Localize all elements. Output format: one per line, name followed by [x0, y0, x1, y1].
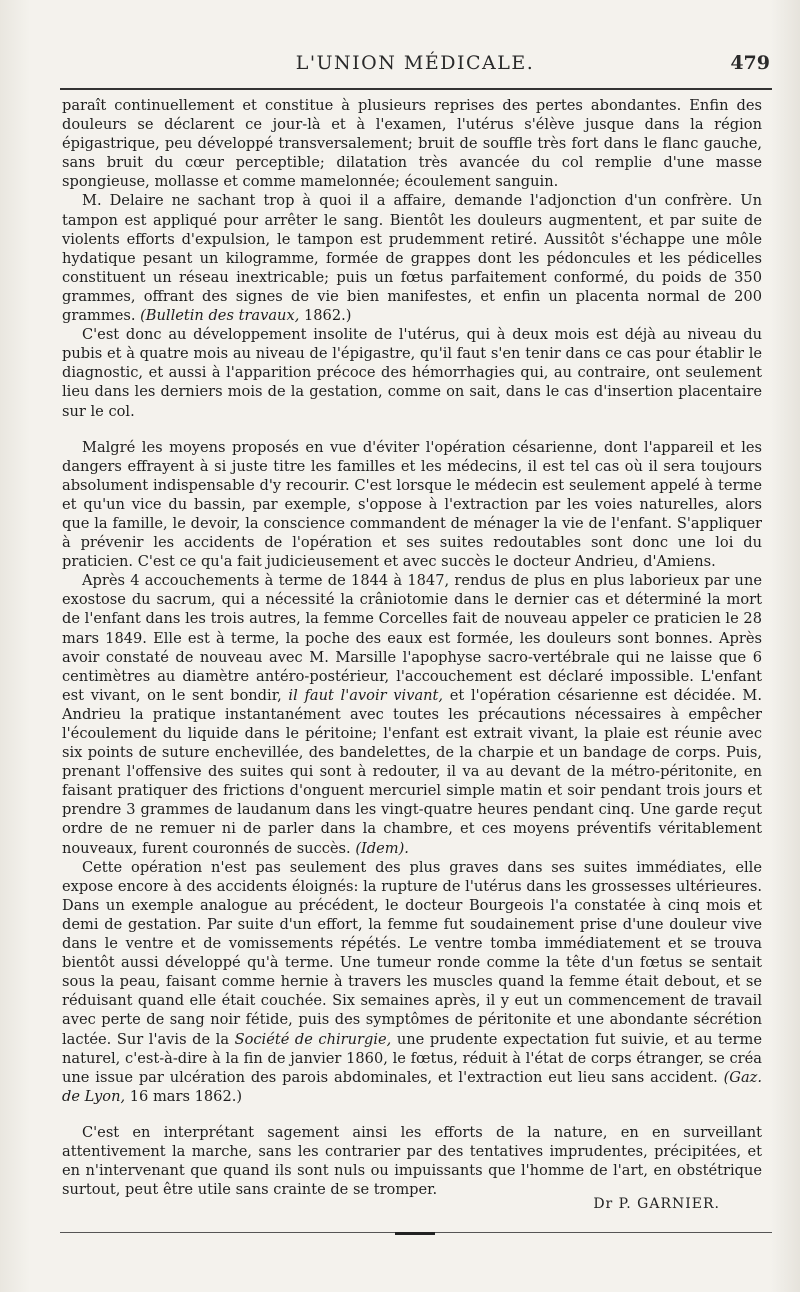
- paragraph-6-text-b: une prudente expectation fut suivie, et au terme naturel, c'est-à-dire à la fin de janvier 1860, le fœtus, réduit à l'état de corps étranger, se créa une issue par ulcération des parois abdominales, et l'extraction eut lieu sans accident.: [62, 1030, 763, 1086]
- paragraph-5-citation: (Idem).: [350, 839, 409, 857]
- paragraph-6-society: Société de chirurgie,: [229, 1030, 392, 1048]
- paragraph-4: Malgré les moyens proposés en vue d'éviter l'opération césarienne, dont l'appareil et les dangers effrayent à si juste titre les familles et les médecins, il est tel cas où il sera toujours absolument indispensable d'y recourir. C'est lorsque le médecin est seulement appelé à terme et qu'un vice du bassin, par exemple, s'oppose à l'extraction par les voies naturelles, alors que la famille, le devoir, la conscience commandent de ménager la vie de l'enfant. S'appliquer à prévenir les accidents de l'opération et ses suites redoutables sont donc une loi du praticien. C'est ce qu'a fait judicieusement et avec succès le docteur Andrieu, d'Amiens.: [62, 438, 762, 571]
- paragraph-2-text: M. Delaire ne sachant trop à quoi il a affaire, demande l'adjonction d'un confrère. Un tampon est appliqué pour arrêter le sang. Bientôt les douleurs augmentent, et par suite de violents efforts d'expulsion, le tampon est prudemment retiré. Aussitôt s'échappe une môle hydatique pesant un kilogramme, formée de grappes dont les pédoncules et les pédicelles constituent un réseau inextricable; puis un fœtus parfaitement conformé, du poids de 350 grammes, offrant des signes de vie bien manifestes, et enfin un placenta normal de 200 grammes.: [62, 192, 762, 325]
- paragraph-3: C'est donc au développement insolite de l'utérus, qui à deux mois est déjà au niveau du pubis et à quatre mois au niveau de l'épigastre, qu'il faut s'en tenir dans ce cas pour établir le diagnostic, et aussi à l'apparition précoce des hémorrhagies qui, au contraire, ont seulement lieu dans les derniers mois de la gestation, comme on sait, dans le cas d'insertion placentaire sur le col.: [62, 326, 762, 420]
- author-signature: Dr P. GARNIER.: [593, 1196, 720, 1212]
- paragraph-7: C'est en interprétant sagement ainsi les efforts de la nature, en en surveillant attentivement la marche, sans les contrarier par des tentatives imprudentes, précipitées, et en n'intervenant que quand ils sont nuls ou impuissants que l'homme de l'art, en obstétrique surtout, peut être utile sans crainte de se tromper.: [62, 1123, 762, 1199]
- footer-mark: [395, 1232, 435, 1235]
- paragraph-6-date: 16 mars 1862.): [125, 1087, 243, 1105]
- header-rule: [60, 88, 772, 90]
- paragraph-1: paraît continuellement et constitue à plusieurs reprises des pertes abondantes. Enfin des douleurs se déclarent ce jour-là et à l'examen, l'utérus s'élève jusque dans la région épigastrique, peu développé transversalement; bruit de souffle très fort dans le flanc gauche, sans bruit du cœur perceptible; dilatation très avancée du col remplie d'une masse spongieuse, mollasse et comme mamelonnée; écoulement sanguin.: [62, 97, 762, 191]
- page-number: 479: [730, 52, 770, 74]
- article-body: [62, 96, 762, 1199]
- paragraph-6-citation: (Gaz. de Lyon,: [62, 1068, 762, 1105]
- paragraph-5-quote: il faut l'avoir vivant,: [281, 686, 444, 704]
- paragraph-6: [62, 858, 762, 1106]
- paragraph-5: [62, 571, 762, 857]
- running-title: L'UNION MÉDICALE.: [295, 52, 535, 74]
- paragraph-2: [62, 191, 762, 325]
- paragraph-2-year: 1862.): [299, 307, 352, 325]
- paragraph-6-text-a: Cette opération n'est pas seulement des plus graves dans ses suites immédiates, elle expose encore à des accidents éloignés: la rupture de l'utérus dans les grossesses ultérieures. Dans un exemple analogue au précédent, le docteur Bourgeois l'a constatée à cinq mois et demi de gestation. Par suite d'un effort, la femme fut soudainement prise d'une douleur vive dans le ventre et de vomissements répétés. Le ventre tomba immédiatement et se trouva bientôt aussi développé qu'à terme. Une tumeur ronde comme la tête d'un fœtus se sentait sous la peau, faisant comme hernie à travers les muscles quand la femme était debout, et se réduisant quand elle était couchée. Six semaines après, il y eut un commencement de travail avec perte de sang noir fétide, puis des symptômes de péritonite et une abondante sécrétion lactée. Sur l'avis de la: [62, 858, 762, 1048]
- running-header: [60, 46, 770, 80]
- paragraph-5-text-b: et l'opération césarienne est décidée. M. Andrieu la pratique instantanément avec toutes les précautions nécessaires à empêcher l'écoulement du liquide dans le péritoine; l'enfant est extrait vivant, la plaie est réunie avec six points de suture enchevillée, des bandelettes, de la charpie et un bandage de corps. Puis, prenant l'offensive des suites qui sont à redouter, il va au devant de la métro-péritonite, en faisant pratiquer des frictions d'onguent mercuriel simple matin et soir pendant trois jours et prendre 3 grammes de laudanum dans les vingt-quatre heures pendant cinq. Une garde reçut ordre de ne remuer ni de parler dans la chambre, et ces moyens préventifs véritablement nouveaux, furent couronnés de succès.: [62, 686, 762, 857]
- paragraph-2-citation: (Bulletin des travaux,: [140, 307, 300, 325]
- paragraph-5-text-a: Après 4 accouchements à terme de 1844 à 1847, rendus de plus en plus laborieux par une exostose du sacrum, qui a nécessité la crâniotomie dans le dernier cas et déterminé la mort de l'enfant dans les trois autres, la femme Corcelles fait de nouveau appeler ce praticien le 28 mars 1849. Elle est à terme, la poche des eaux est formée, les douleurs sont bonnes. Après avoir constaté de nouveau avec M. Marsille l'apophyse sacro-vertébrale qui ne laisse que 6 centimètres au diamètre antéro-postérieur, l'accouchement est déclaré impossible. L'enfant est vivant, on le sent bondir,: [62, 572, 762, 704]
